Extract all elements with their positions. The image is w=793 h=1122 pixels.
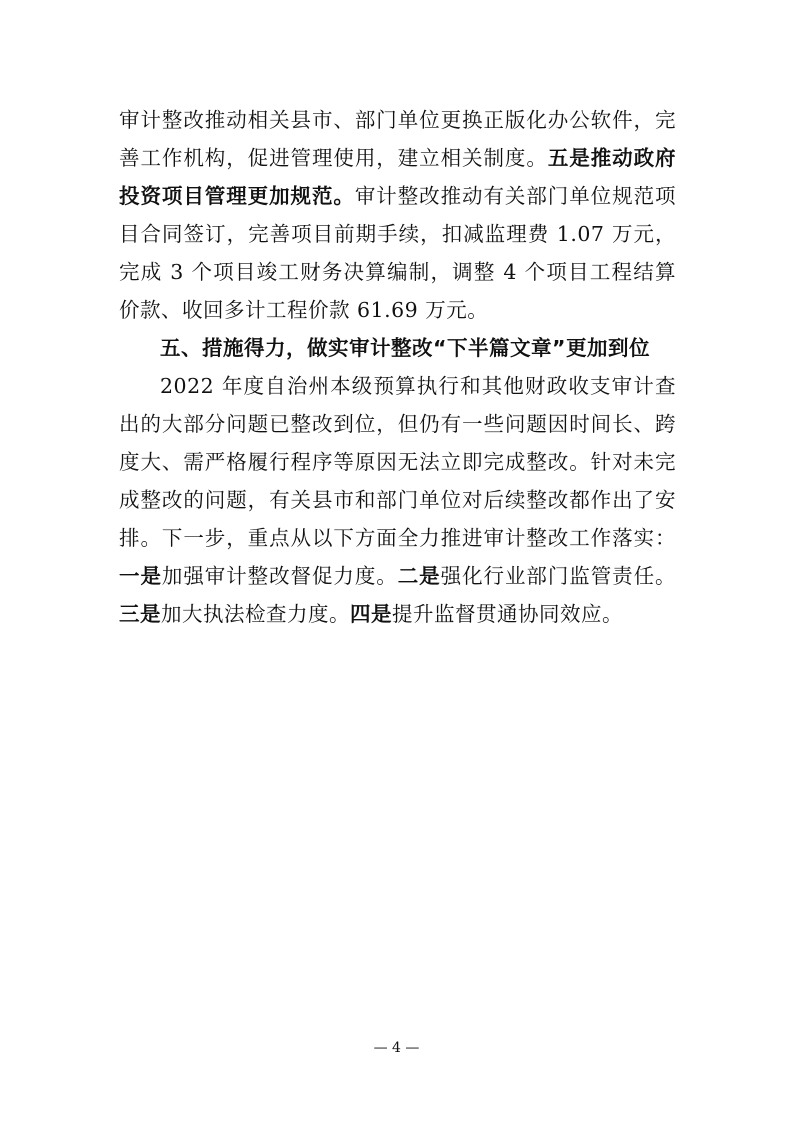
page-number: — 4 —	[373, 1040, 420, 1056]
body-text	[119, 101, 676, 633]
bold-lead-2: 二是	[397, 564, 441, 588]
paragraph-text: 加强审计整改督促力度。	[161, 564, 398, 588]
paragraph-text: 加大执法检查力度。	[161, 602, 350, 626]
paragraph-text: 审计整改推动相关县市、部门单位更换正版化办公软件，完善工作机构，促进管理使用，建立相关制度。	[119, 108, 676, 170]
paragraph-text: 提升监督贯通协同效应。	[392, 602, 623, 626]
bold-lead-5: 五是推动政府投资项目管理更加规范。	[119, 146, 677, 208]
paragraph-measures	[119, 367, 676, 633]
bold-lead-3: 三是	[119, 602, 161, 626]
paragraph-text: 强化行业部门监管责任。	[440, 564, 677, 588]
bold-lead-4: 四是	[350, 602, 392, 626]
section-heading-5: 五、措施得力，做实审计整改“下半篇文章”更加到位	[160, 336, 650, 360]
paragraph-text: 2022 年度自治州本级预算执行和其他财政收支审计查出的大部分问题已整改到位，但仍有一些问题因时间长、跨度大、需严格履行程序等原因无法立即完成整改。针对未完成整改的问题，有关县市和部门单位对后续整改都作出了安排。下一步，重点从以下方面全力推进审计整改工作落实：	[119, 374, 676, 550]
bold-lead-1: 一是	[119, 564, 162, 588]
paragraph-continuation	[119, 101, 676, 329]
paragraph-text: 审计整改推动有关部门单位规范项目合同签订，完善项目前期手续，扣减监理费 1.07 万元，完成 3 个项目竣工财务决算编制，调整 4 个项目工程结算价款、收回多计工程价款 61.69 万元。	[119, 184, 677, 322]
